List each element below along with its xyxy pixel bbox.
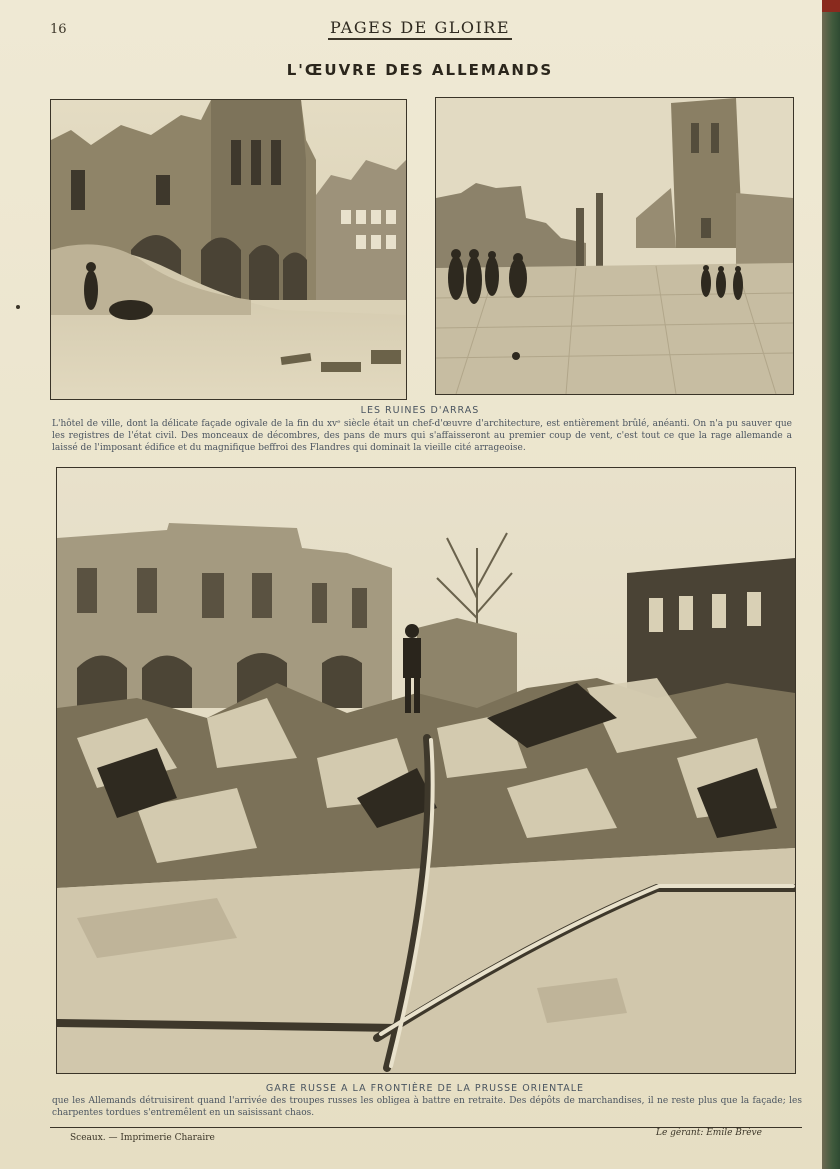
binding-edge-corner: [822, 0, 840, 12]
footer-printer: Sceaux. — Imprimerie Charaire: [70, 1133, 215, 1143]
caption-gare-title: GARE RUSSE A LA FRONTIÈRE DE LA PRUSSE ORIENTALE: [265, 1083, 585, 1094]
margin-dot: [16, 305, 20, 309]
page-title: L'ŒUVRE DES ALLEMANDS: [286, 61, 554, 79]
caption-arras-title: LES RUINES D'ARRAS: [360, 405, 480, 416]
binding-edge: [822, 0, 840, 1169]
caption-arras-text: L'hôtel de ville, dont la délicate façade ogivale de la fin du xvᵉ siècle était un chef-d'œuvre d'architecture, est entièrement brûlé, anéanti. On n'a pu sauver que les registres de l'état civil. Des monceaux de décombres, des pans de murs qui s'affaisseront au premier coup de vent, c'est tout ce que la rage allemande a laissé de l'imposant édifice et du magnifique beffroi des Flandres qui dominait la vieille cité arrageoise.: [52, 419, 792, 453]
footer-manager: Le gérant: Emile Brève: [656, 1128, 762, 1138]
photo-hotel-de-ville: [50, 99, 407, 400]
caption-gare-text: que les Allemands détruisirent quand l'arrivée des troupes russes les obligea à battre en retraite. Des dépôts de marchandises, il ne reste plus que la façade; les charpentes tordues s'entremêlent en un saisissant chaos.: [52, 1096, 802, 1118]
publication-header: PAGES DE GLOIRE: [328, 18, 512, 40]
page-number: 16: [50, 22, 67, 37]
photo-belfry-ruins: [435, 97, 794, 395]
photo-russian-station: [56, 467, 796, 1074]
